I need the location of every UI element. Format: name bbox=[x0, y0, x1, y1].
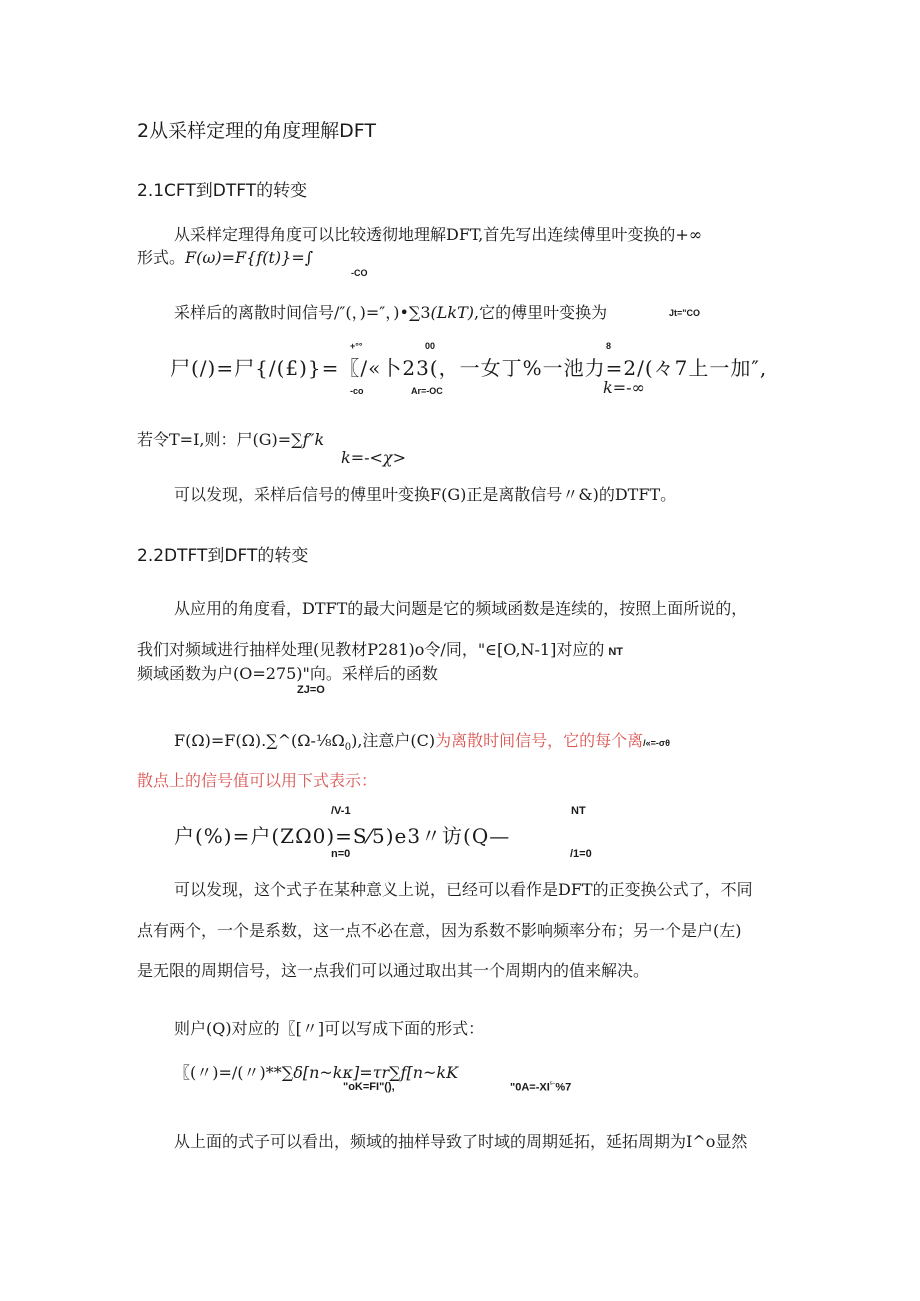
formula3-sub-2-sup: ⁵· bbox=[549, 1081, 556, 1088]
paragraph-periodic-extension: 从上面的式子可以看出，频域的抽样导致了时域的周期延拓，延拓周期为I^o显然 bbox=[174, 1132, 748, 1151]
formula2-sup-2: NT bbox=[571, 805, 586, 817]
formula3-sub-1-comma: , bbox=[391, 1081, 395, 1093]
formula1-sup-2: 00 bbox=[425, 341, 436, 351]
paragraph-cft-intro: 从采样定理得角度可以比较透彻地理解DFT,首先写出连续傅里叶变换的+∞ bbox=[174, 225, 703, 244]
form-label: 形式。 bbox=[137, 248, 186, 267]
formula3-sub-1 bbox=[343, 1081, 395, 1093]
sampled-text: 采样后的离散时间信号/″(，)=″，)•∑3 bbox=[174, 303, 431, 322]
formula3-sub-1-text: "oK=FI"() bbox=[343, 1081, 392, 1093]
formula3-sub-2-tail: %7 bbox=[555, 1081, 572, 1094]
formula3-sub-2 bbox=[510, 1081, 571, 1094]
formula1-sup-3: 8 bbox=[606, 341, 612, 351]
paragraph-discrete-points: 散点上的信号值可以用下式表示： bbox=[137, 771, 378, 790]
formula2-sub-2: /1=0 bbox=[570, 848, 592, 860]
freq-function-sub: ZJ=O bbox=[297, 684, 325, 696]
paragraph-dft-view-1: 可以发现，这个式子在某种意义上说，已经可以看作是DFT的正变换公式了，不同 bbox=[174, 880, 753, 899]
formula1-main bbox=[170, 352, 767, 381]
sampled-tail: ,它的傅里叶变换为 bbox=[474, 303, 608, 322]
formula1-sub-3: k=-∞ bbox=[603, 378, 645, 397]
formula2-sub-1: n=0 bbox=[331, 848, 351, 860]
integral-lower-limit: -CO bbox=[351, 268, 368, 278]
sampling-nt: NT bbox=[608, 646, 624, 658]
paragraph-dtft-conclusion: 可以发现，采样后信号的傅里叶变换F(G)正是离散信号〃&)的DTFT。 bbox=[174, 485, 677, 504]
paragraph-corresponding: 则户(Q)对应的〖[〃]可以写成下面的形式： bbox=[174, 1019, 485, 1038]
paragraph-let-t bbox=[137, 427, 324, 450]
let-t-text: 若令T=I,则：尸(G)=∑ bbox=[137, 430, 303, 449]
sampled-function-small: /«=-σθ bbox=[643, 738, 670, 748]
sampled-function-red: 为离散时间信号，它的每个离 bbox=[435, 731, 644, 750]
formula3-italic: δ[n~kκ]=τr∑f[n~kK bbox=[293, 1063, 459, 1082]
let-t-sub: k=-<χ> bbox=[341, 448, 407, 467]
subsection-title-2-2: 2.2DTFT到DFT的转变 bbox=[137, 546, 309, 566]
subsection-title-2-1: 2.1CFT到DTFT的转变 bbox=[137, 181, 308, 201]
formula2-sup-1: /V-1 bbox=[331, 805, 351, 817]
formula1-sup-1: +°° bbox=[350, 341, 363, 351]
sampled-function-formula: F(Ω)=F(Ω).∑^(Ω-⅛Ω bbox=[174, 731, 345, 750]
sampled-formula: (LkT) bbox=[430, 303, 475, 322]
formula3-sub-2-text: "0A=-XI bbox=[510, 1081, 550, 1094]
formula1-body: 尸(/)=尸{/(£)}=〖/«卜23(，一女丁%一池力=2/( bbox=[170, 356, 654, 380]
formula2-main: 户(%)=户(ZΩ0)=S⁄5)e3〃访(Q— bbox=[174, 824, 511, 848]
formula3-main bbox=[174, 1060, 458, 1083]
paragraph-application: 从应用的角度看，DTFT的最大问题是它的频域函数是连续的，按照上面所说的， bbox=[174, 599, 748, 618]
formula1-tail: 々7上一加″, bbox=[653, 356, 768, 380]
formula1-sub-2: Ar=-OC bbox=[411, 386, 443, 396]
paragraph-sampling bbox=[137, 637, 623, 660]
sum-limit-label: Jt="CO bbox=[669, 308, 701, 318]
paragraph-cft-form bbox=[137, 245, 313, 268]
let-t-formula: f″k bbox=[302, 430, 325, 449]
paragraph-freq-function: 频域函数为户(O=275)"向。采样后的函数 bbox=[137, 664, 438, 683]
paragraph-dft-view-3: 是无限的周期信号，这一点我们可以通过取出其一个周期内的值来解决。 bbox=[137, 961, 650, 980]
sampled-function-sub: 0 bbox=[344, 742, 352, 754]
paragraph-sampled-function bbox=[174, 728, 670, 753]
paragraph-dft-view-2: 点有两个，一个是系数，这一点不必在意，因为系数不影响频率分布；另一个是户(左) bbox=[137, 921, 742, 940]
sampled-function-note: ),注意户(C) bbox=[351, 731, 436, 750]
section-title: 2从采样定理的角度理解DFT bbox=[137, 120, 376, 142]
paragraph-sampled-signal bbox=[174, 300, 607, 323]
cft-formula: F(ω)=F{f(t)}=∫ bbox=[185, 248, 314, 267]
sampling-text: 我们对频域进行抽样处理(见教材P281)o令/同，"∈[O,N-1]对应的 bbox=[137, 640, 605, 659]
formula3-body: 〖(〃)=/(〃)**∑ bbox=[174, 1063, 294, 1082]
formula1-sub-1: -co bbox=[350, 386, 364, 396]
